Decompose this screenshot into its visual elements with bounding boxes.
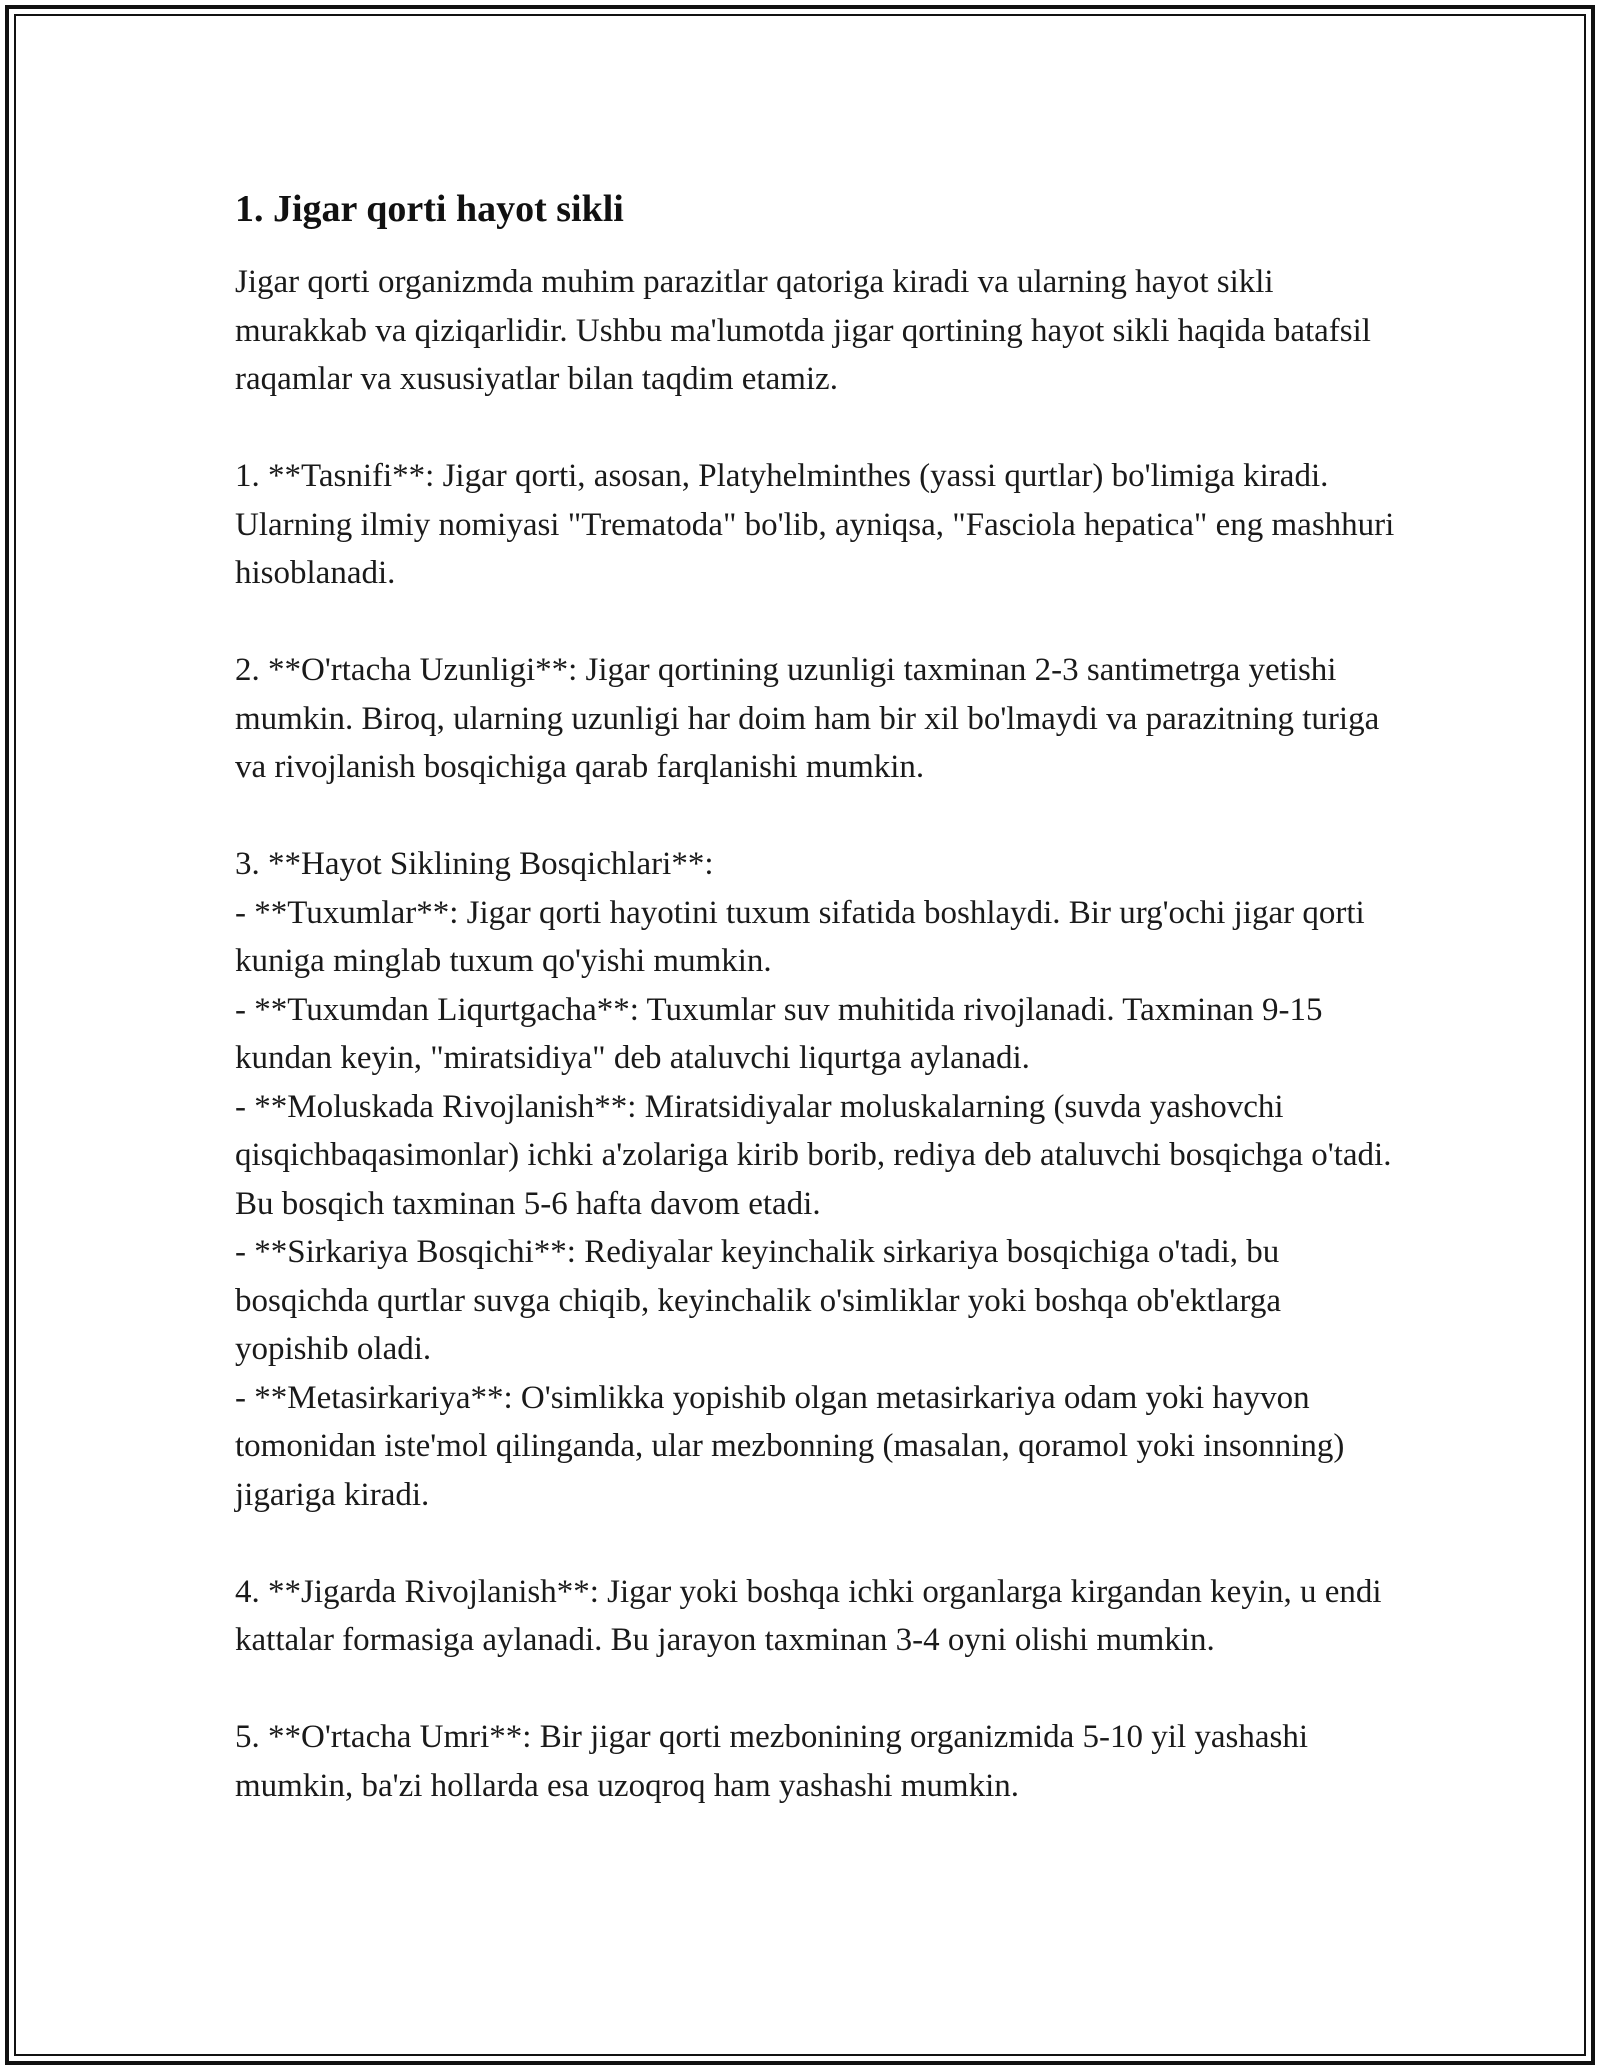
section-life-cycle-stages: 3. **Hayot Siklining Bosqichlari**: - **Tuxumlar**: Jigar qorti hayotini tuxum sifatida boshlaydi. Bir urg'ochi jigar qorti kuniga minglab tuxum qo'yishi mumkin. - **Tuxumdan Liqurtgacha**: Tuxumlar suv muhitida rivojlanadi. Taxminan 9-15 kundan keyin, "miratsidiya" deb ataluvchi liqurtga aylanadi. - **Moluskada Rivojlanish**: Miratsidiyalar moluskalarning (suvda yashovchi qisqichbaqasimonlar) ichki a'zolariga kirib borib, rediya deb ataluvchi bosqichga o'tadi. Bu bosqich taxminan 5-6 hafta davom etadi. - **Sirkariya Bosqichi**: Rediyalar keyinchalik sirkariya bosqichiga o'tadi, bu bosqichda qurtlar suvga chiqib, keyinchalik o'simliklar yoki boshqa ob'ektlarga yopishib oladi. - **Metasirkariya**: O'simlikka yopishib olgan metasirkariya odam yoki hayvon tomonidan iste'mol qilinganda, ular mezbonning (masalan, qoramol yoki insonning) jigariga kiradi. (235, 846, 1392, 1513)
intro-paragraph: Jigar qorti organizmda muhim parazitlar qatoriga kiradi va ularning hayot sikli murakkab va qiziqarlidir. Ushbu ma'lumotda jigar qortining hayot sikli haqida batafsil raqamlar va xususiyatlar bilan taqdim etamiz. (235, 264, 1371, 397)
section-average-lifespan: 5. **O'rtacha Umri**: Bir jigar qorti mezbonining organizmida 5-10 yil yashashi mumkin, ba'zi hollarda esa uzoqroq ham yashashi mumkin. (235, 1719, 1309, 1804)
section-liver-development: 4. **Jigarda Rivojlanish**: Jigar yoki boshqa ichki organlarga kirgandan keyin, u endi kattalar formasiga aylanadi. Bu jarayon taxminan 3-4 oyni olishi mumkin. (235, 1573, 1382, 1658)
section-classification: 1. **Tasnifi**: Jigar qorti, asosan, Platyhelminthes (yassi qurtlar) bo'limiga kiradi. Ularning ilmiy nomiyasi "Trematoda" bo'lib, ayniqsa, "Fasciola hepatica" eng mashhuri hisoblanadi. (235, 458, 1395, 591)
page-title: 1. Jigar qorti hayot sikli (235, 188, 624, 230)
document-body (235, 185, 1395, 1810)
section-average-length: 2. **O'rtacha Uzunligi**: Jigar qortining uzunligi taxminan 2-3 santimetrga yetishi mumkin. Biroq, ularning uzunligi har doim ham bir xil bo'lmaydi va parazitning turiga va rivojlanish bosqichiga qarab farqlanishi mumkin. (235, 652, 1380, 785)
